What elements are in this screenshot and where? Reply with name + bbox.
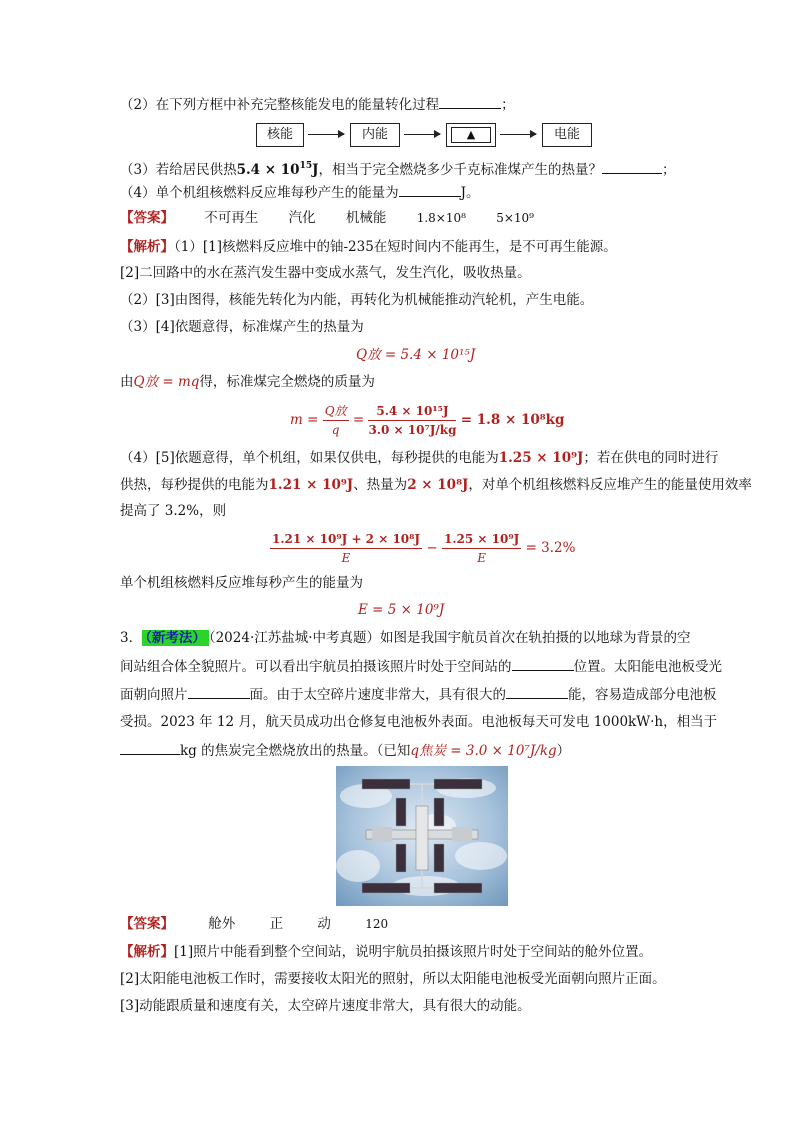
flow-arrow — [404, 134, 440, 135]
triangle-icon: ▲ — [451, 127, 491, 143]
answer-line: 【答案】 不可再生 汽化 机械能 1.8×10⁸ 5×10⁹ — [120, 210, 534, 226]
explanation-line: （4）[5]依题意得，单个机组，如果仅供电，每秒提供的电能为1.25 × 10⁹J；若在供电的同时进行 — [120, 450, 719, 466]
flow-arrow — [308, 134, 344, 135]
flow-arrow — [500, 134, 536, 135]
blank[interactable] — [602, 159, 662, 174]
blank[interactable] — [188, 684, 250, 699]
question-line: kg 的焦炭完全燃烧放出的热量。（已知q焦炭 = 3.0 × 10⁷J/kg） — [120, 740, 570, 761]
flow-box-electric: 电能 — [542, 123, 592, 147]
explanation-line: [2]二回路中的水在蒸汽发生器中变成水蒸气，发生汽化，吸收热量。 — [120, 265, 531, 281]
question-line: 间站组合体全貌照片。可以看出宇航员拍摄该照片时处于空间站的 位置。太阳能电池板受光 — [120, 656, 722, 677]
explanation-line: 【解析】[1]照片中能看到整个空间站，说明宇航员拍摄该照片时处于空间站的舱外位置。 — [120, 944, 653, 960]
flow-box-internal: 内能 — [350, 123, 400, 147]
space-station-image — [336, 766, 508, 906]
answer-line: 【答案】 舱外 正 动 120 — [120, 916, 389, 932]
equation: Q放 = 5.4 × 10¹⁵J — [356, 347, 476, 363]
question-line: 3． （新考法） （2024·江苏盐城·中考真题）如图是我国宇航员首次在轨拍摄的以地球为背景的空 — [120, 630, 691, 646]
equation: E = 5 × 10⁹J — [358, 602, 445, 618]
flow-box-nuclear: 核能 — [256, 123, 304, 147]
blank[interactable] — [439, 94, 501, 109]
blank[interactable] — [512, 656, 574, 671]
explanation-line: 供热，每秒提供的电能为1.21 × 10⁹J、热量为2 × 10⁸J，对单个机组核燃料反应堆产生的能量使用效率 — [120, 477, 752, 493]
explanation-line: 由Q放 = mq得，标准煤完全燃烧的质量为 — [120, 374, 375, 390]
q4-line: （4）单个机组核燃料反应堆每秒产生的能量为 J。 — [120, 182, 480, 203]
q2-line: （2）在下列方框中补充完整核能发电的能量转化过程 ； — [120, 94, 515, 115]
blank[interactable] — [120, 740, 180, 755]
flow-box-blank[interactable] — [446, 123, 496, 147]
blank[interactable] — [506, 684, 568, 699]
explanation-line: 单个机组核燃料反应堆每秒产生的能量为 — [120, 575, 363, 591]
explanation-line: 提高了 3.2%，则 — [120, 503, 227, 519]
explanation-line: 【解析】（1）[1]核燃料反应堆中的铀-235在短时间内不能再生，是不可再生能源。 — [120, 239, 617, 255]
q3-line: （3）若给居民供热$5.4 \times 10^{15}J$，相当于完全燃烧多少千克标准煤产生的热量？ ； — [120, 161, 676, 178]
question-line: 受损。2023 年 12 月，航天员成功出仓修复电池板外表面。电池板每天可发电 1000kW·h，相当于 — [120, 714, 718, 730]
explanation-line: （2）[3]由图得，核能先转化为内能，再转化为机械能推动汽轮机，产生电能。 — [120, 292, 594, 308]
space-station-photo — [336, 766, 508, 906]
equation: $\frac{\text{1.21 × 10⁹J + 2 × 10⁸J}}{E}$ − $\frac{\text{1.25 × 10⁹J}}{E}$ = 3.2% — [272, 532, 576, 565]
equation: m = $\frac{\text{Q放}}{q}$ = $\frac{\text{5.4 × 10¹⁵J}}{\text{3.0 × 10⁷J/kg}}$ = 1.8 × 10⁸kg — [290, 404, 565, 437]
blank[interactable] — [399, 182, 461, 197]
explanation-line: [2]太阳能电池板工作时，需要接收太阳光的照射，所以太阳能电池板受光面朝向照片正面。 — [120, 971, 666, 987]
new-method-tag: （新考法） — [142, 630, 209, 646]
question-line: 面朝向照片 面。由于太空碎片速度非常大，具有很大的 能，容易造成部分电池板 — [120, 684, 717, 705]
explanation-line: （3）[4]依题意得，标准煤产生的热量为 — [120, 319, 364, 335]
explanation-line: [3]动能跟质量和速度有关，太空碎片速度非常大，具有很大的动能。 — [120, 998, 531, 1014]
